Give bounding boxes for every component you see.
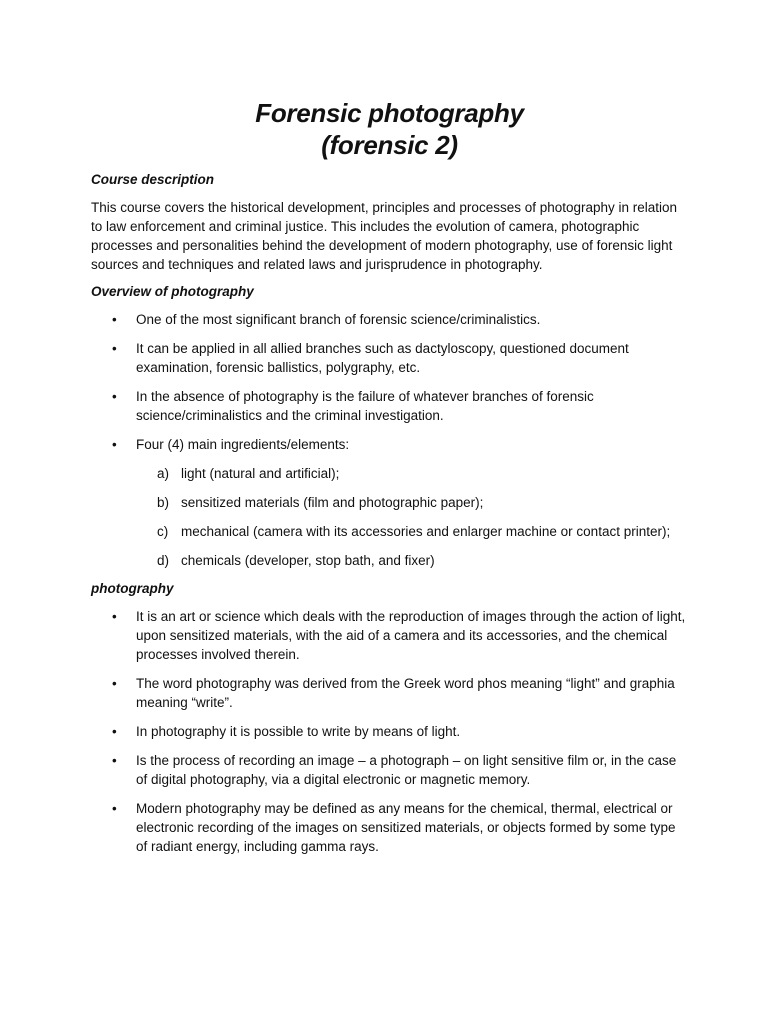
bullet-marker: •: [112, 724, 117, 739]
list-item: [91, 722, 688, 741]
bullet-marker: •: [112, 437, 117, 452]
title-line-2: (forensic 2): [321, 130, 458, 160]
list-item: [91, 799, 688, 856]
page-title: [91, 97, 688, 161]
photography-heading: photography: [91, 581, 174, 596]
sublist-marker: d): [157, 553, 170, 568]
course-description-heading: Course description: [91, 172, 215, 187]
photography-list: [91, 607, 688, 856]
list-item: [91, 751, 688, 789]
sublist-marker: c): [157, 524, 169, 539]
bullet-marker: •: [112, 389, 117, 404]
list-item-text: In the absence of photography is the failure of whatever branches of forensic science/criminalistics and the criminal investigation.: [136, 389, 594, 423]
list-item-text: In photography it is possible to write by means of light.: [136, 724, 461, 739]
sublist-item: [136, 551, 688, 570]
bullet-marker: •: [112, 341, 117, 356]
bullet-marker: •: [112, 609, 117, 624]
sublist-item-text: light (natural and artificial);: [181, 466, 340, 481]
list-item: [91, 674, 688, 712]
list-item-text: It is an art or science which deals with the reproduction of images through the action of light, upon sensitized materials, with the aid of a camera and its accessories, and the chemical processes involved therein.: [136, 609, 686, 662]
list-item-text: It can be applied in all allied branches such as dactyloscopy, questioned document examination, forensic ballistics, polygraphy, etc.: [136, 341, 629, 375]
sublist-item: [136, 522, 688, 541]
course-description-text: This course covers the historical development, principles and processes of photography in relation to law enforcement and criminal justice. This includes the evolution of camera, photographic processes and personalities behind the development of modern photography, use of forensic light sources and techniques and related laws and jurisprudence in photography.: [91, 200, 678, 272]
sublist-item-text: chemicals (developer, stop bath, and fixer): [181, 553, 435, 568]
sublist-marker: a): [157, 466, 170, 481]
sublist-item: [136, 464, 688, 483]
list-item: [91, 607, 688, 664]
title-line-1: Forensic photography: [255, 98, 524, 128]
list-item: [91, 435, 688, 570]
list-item-text: Is the process of recording an image – a photograph – on light sensitive film or, in the case of digital photography, via a digital electronic or magnetic memory.: [136, 753, 677, 787]
sublist-item-text: sensitized materials (film and photographic paper);: [181, 495, 484, 510]
bullet-marker: •: [112, 753, 117, 768]
bullet-marker: •: [112, 801, 117, 816]
overview-heading: Overview of photography: [91, 284, 254, 299]
elements-sublist: [136, 464, 688, 570]
sublist-item: [136, 493, 688, 512]
sublist-marker: b): [157, 495, 170, 510]
list-item-text: Four (4) main ingredients/elements:: [136, 437, 350, 452]
sublist-item-text: mechanical (camera with its accessories and enlarger machine or contact printer);: [181, 524, 671, 539]
overview-list: [91, 310, 688, 570]
list-item-text: One of the most significant branch of forensic science/criminalistics.: [136, 312, 541, 327]
list-item-text: Modern photography may be defined as any means for the chemical, thermal, electrical or electronic recording of the images on sensitized materials, or objects formed by some type of radiant energy, including gamma rays.: [136, 801, 676, 854]
list-item: [91, 310, 688, 329]
list-item: [91, 387, 688, 425]
list-item: [91, 339, 688, 377]
bullet-marker: •: [112, 312, 117, 327]
list-item-text: The word photography was derived from the Greek word phos meaning “light” and graphia meaning “write”.: [136, 676, 675, 710]
bullet-marker: •: [112, 676, 117, 691]
